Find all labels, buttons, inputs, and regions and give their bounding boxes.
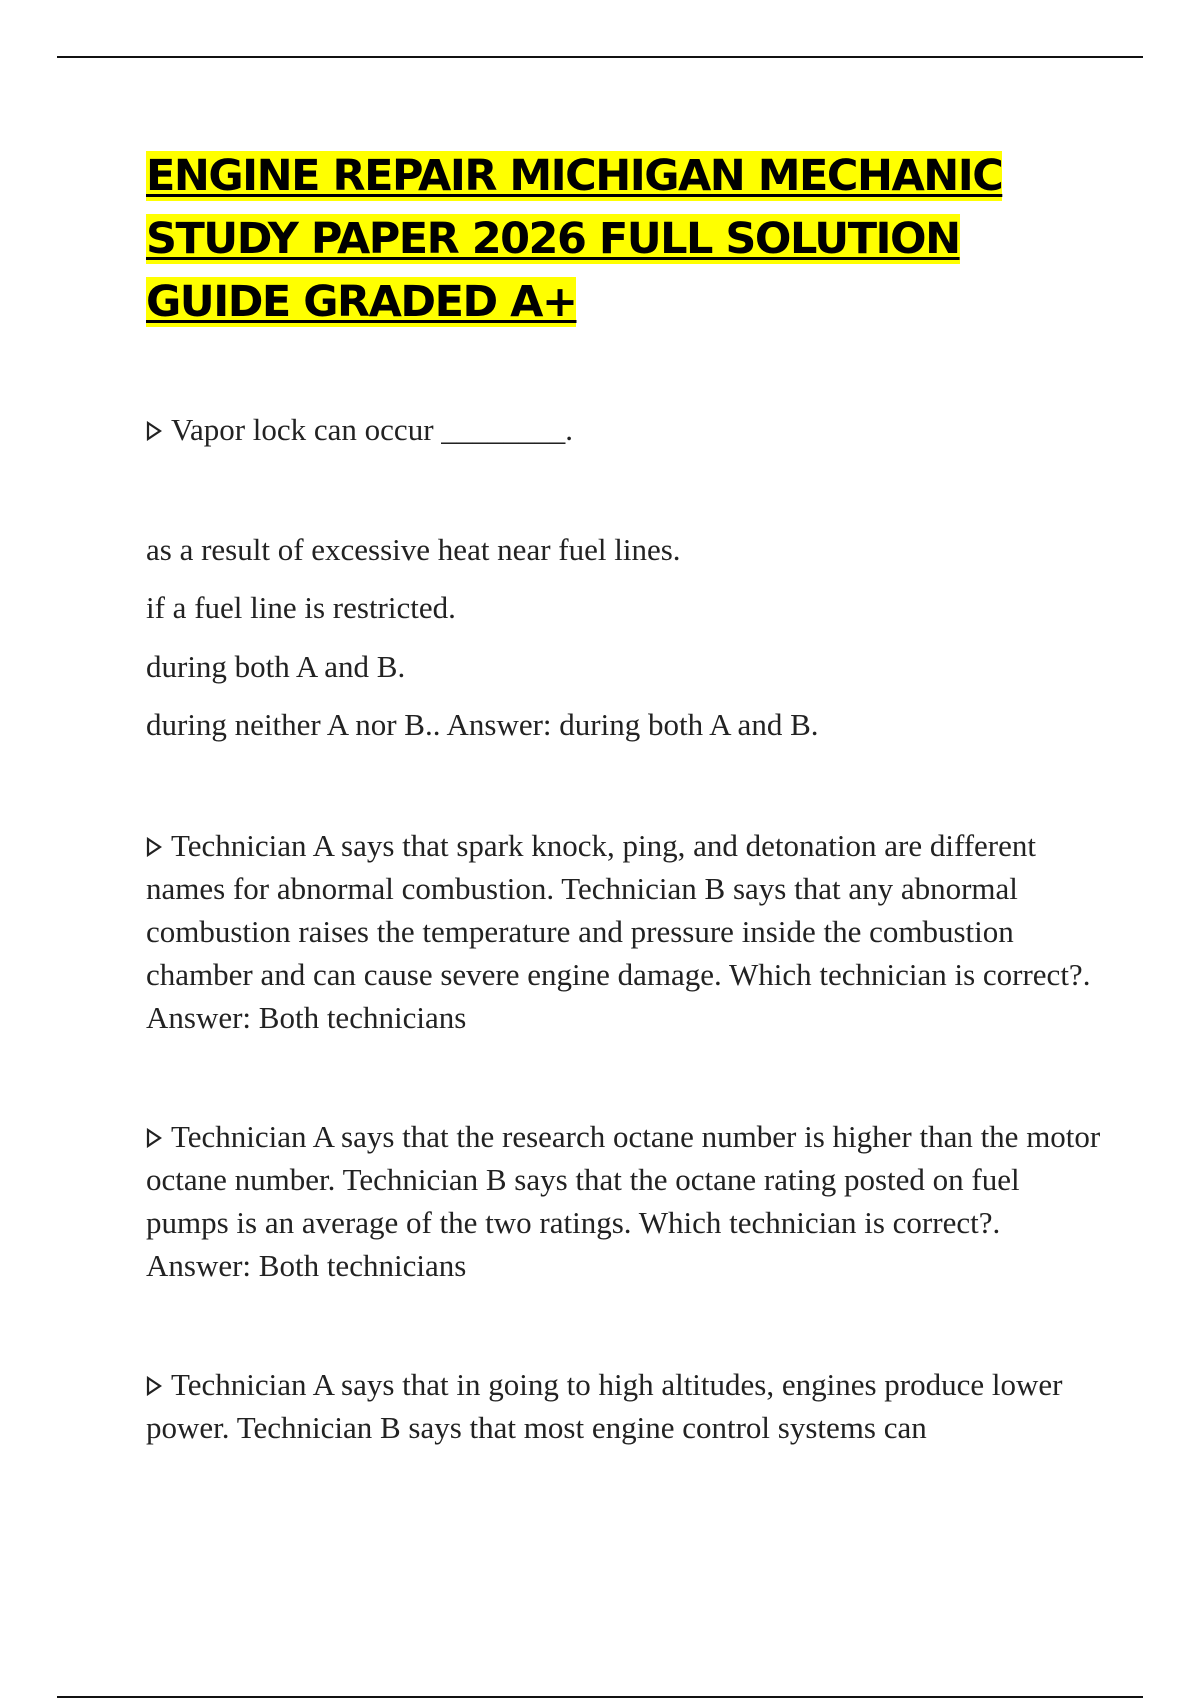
question-4 — [146, 1363, 1106, 1449]
top-rule — [57, 56, 1143, 58]
bullet-triangle-icon — [146, 421, 162, 441]
question-1-option-c: during both A and B. — [146, 649, 406, 684]
question-4-text: Technician A says that in going to high altitudes, engines produce lower power. Technician B says that most engine control systems can — [146, 1367, 1063, 1445]
bullet-triangle-icon — [146, 837, 162, 857]
question-1 — [146, 408, 1106, 451]
question-1-option-a: as a result of excessive heat near fuel lines. — [146, 532, 681, 567]
question-1-option-b: if a fuel line is restricted. — [146, 590, 456, 625]
question-3-text: Technician A says that the research octane number is higher than the motor octane number. Technician B says that the octane rating posted on fuel pumps is an average of the two ratings. Which technician is correct?. Answer: Both technicians — [146, 1119, 1101, 1283]
bottom-rule — [57, 1696, 1143, 1698]
title-line-2: STUDY PAPER 2026 FULL SOLUTION — [146, 214, 960, 264]
document-title — [146, 145, 1106, 334]
title-line-3: GUIDE GRADED A+ — [146, 277, 577, 327]
question-2-text: Technician A says that spark knock, ping, and detonation are different names for abnormal combustion. Technician B says that any abnormal combustion raises the temperature and pressure inside the combustion chamber and can cause severe engine damage. Which technician is correct?. Answer: Both technicians — [146, 828, 1091, 1035]
bullet-triangle-icon — [146, 1376, 162, 1396]
question-2 — [146, 824, 1106, 1039]
question-1-option-d: during neither A nor B.. Answer: during both A and B. — [146, 707, 819, 742]
question-3 — [146, 1115, 1106, 1287]
title-line-1: ENGINE REPAIR MICHIGAN MECHANIC — [146, 151, 1003, 201]
bullet-triangle-icon — [146, 1128, 162, 1148]
question-1-text: Vapor lock can occur ________. — [171, 412, 574, 447]
